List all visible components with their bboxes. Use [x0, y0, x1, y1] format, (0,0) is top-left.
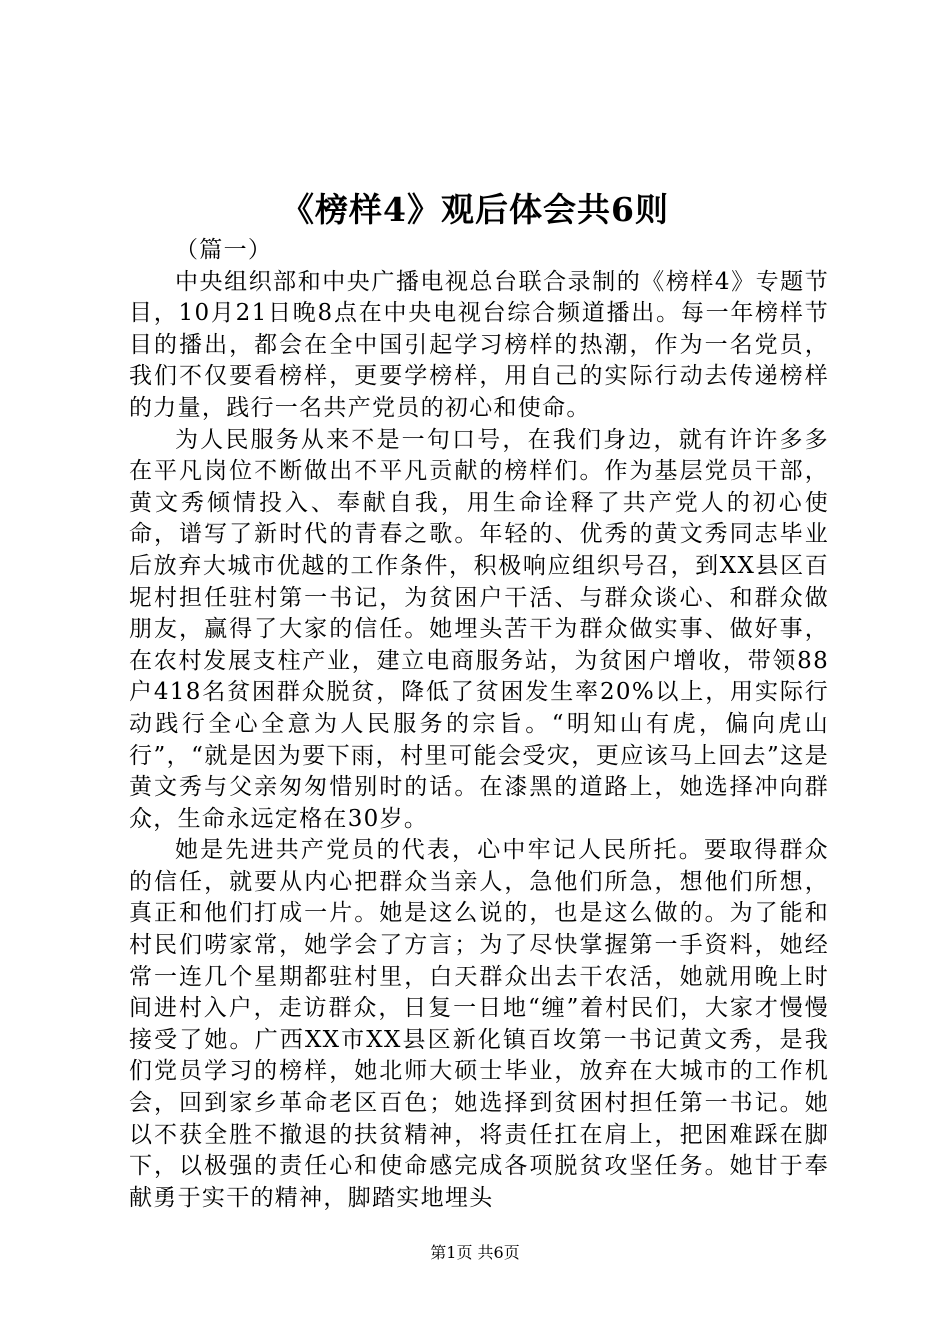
document-title: 《榜样4》观后体会共6则 — [281, 190, 669, 229]
paragraph-3: 她是先进共产党员的代表，心中牢记人民所托。要取得群众的信任，就要从内心把群众当亲人，急他们所急，想他们所想，真正和他们打成一片。她是这么说的，也是这么做的。为了能和村民们唠家常，她学会了方言；为了尽快掌握第一手资料，她经常一连几个星期都驻村里，白天群众出去干农活，她就用晚上时间进村入户，走访群众，日复一日地“缠”着村民们，大家才慢慢接受了她。广西XX市XX县区新化镇百坆第一书记黄文秀，是我们党员学习的榜样，她北师大硕士毕业，放弃在大城市的工作机会，回到家乡革命老区百色；她选择到贫困村担任第一书记。她以不获全胜不撤退的扶贫精神，将责任扛在肩上，把困难踩在脚下，以极强的责任心和使命感完成各项脱贫攻坚任务。她甘于奉献勇于实干的精神，脚踏实地埋头 — [129, 837, 829, 1211]
paragraph-1: 中央组织部和中央广播电视总台联合录制的《榜样4》专题节目，10月21日晚8点在中央电视台综合频道播出。每一年榜样节目的播出，都会在全中国引起学习榜样的热潮，作为一名党员，我们不仅要看榜样，更要学榜样，用自己的实际行动去传递榜样的力量，践行一名共产党员的初心和使命。 — [129, 268, 829, 421]
page-footer: 第1页 共6页 — [430, 1243, 520, 1262]
paragraph-2: 为人民服务从来不是一句口号，在我们身边，就有许许多多在平凡岗位不断做出不平凡贡献的榜样们。作为基层党员干部，黄文秀倾情投入、奉献自我，用生命诠释了共产党人的初心使命，谱写了新时代的青春之歌。年轻的、优秀的黄文秀同志毕业后放弃大城市优越的工作条件，积极响应组织号召，到XX县区百坭村担任驻村第一书记，为贫困户干活、与群众谈心、和群众做朋友，赢得了大家的信任。她埋头苦干为群众做实事、做好事，在农村发展支柱产业，建立电商服务站，为贫困户增收，带领88户418名贫困群众脱贫，降低了贫困发生率20%以上，用实际行动践行全心全意为人民服务的宗旨。“明知山有虎，偏向虎山行”，“就是因为要下雨，村里可能会受灾，更应该马上回去”这是黄文秀与父亲匆匆惜别时的话。在漆黑的道路上，她选择冲向群众，生命永远定格在30岁。 — [129, 426, 829, 832]
section-label: （篇一） — [175, 237, 273, 263]
document-body — [129, 235, 829, 1214]
